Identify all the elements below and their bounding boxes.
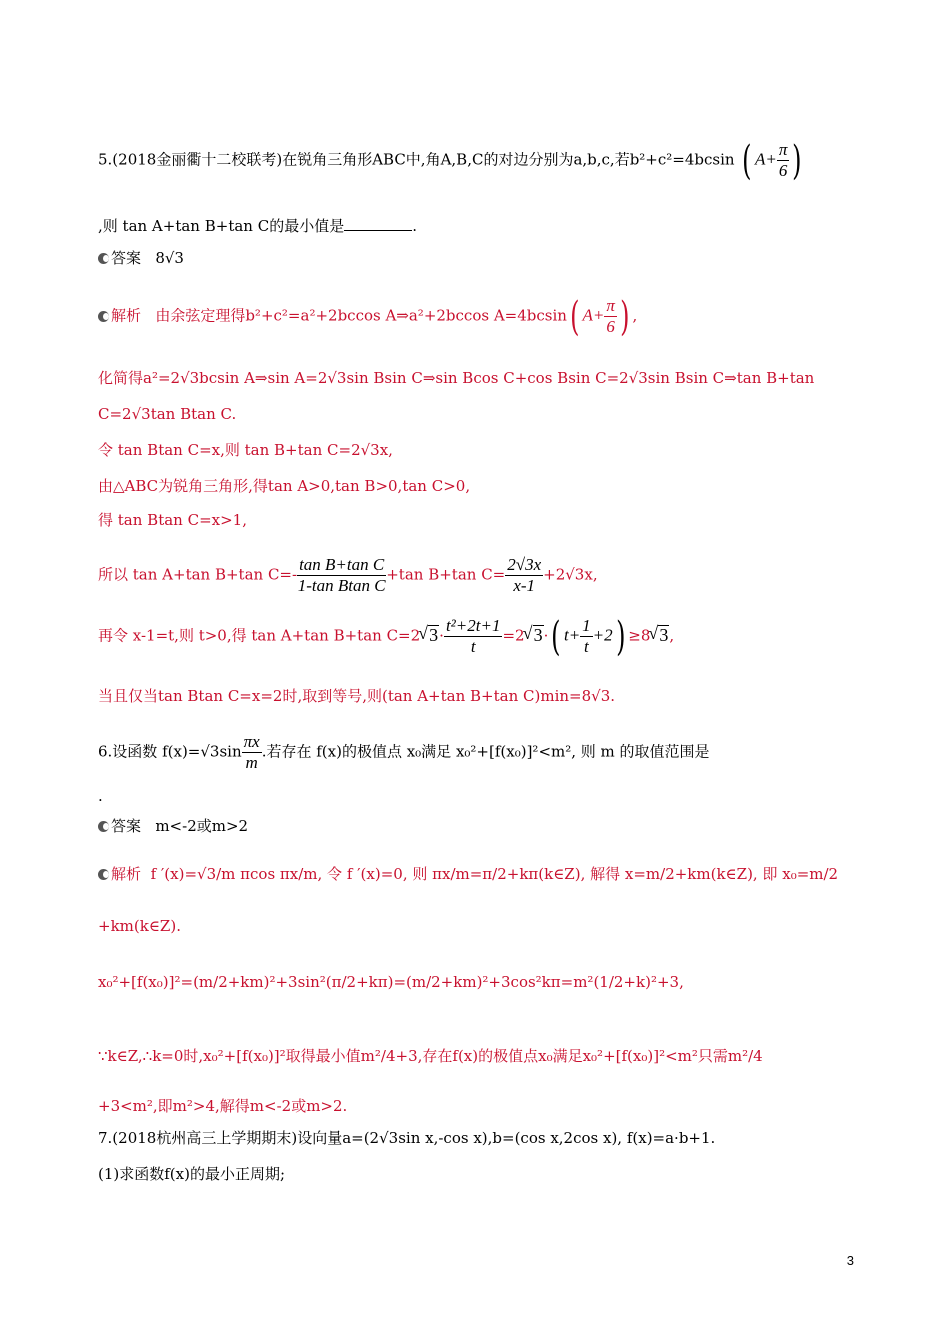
page-number: 3 xyxy=(846,1253,854,1268)
q5-solution-3: C=2√3tan Btan C. xyxy=(98,405,237,423)
q6-solution-3: x₀²+[f(x₀)]²=(m/2+km)²+3sin²(π/2+kπ)=(m/2+km)²+3cos²kπ=m²(1/2+k)²+3, xyxy=(98,973,684,991)
answer-bullet-icon xyxy=(98,821,109,832)
q5-solution-2: 化简得a²=2√3bcsin A⇒sin A=2√3sin Bsin C⇒sin Bcos C+cos Bsin C=2√3sin Bsin C⇒tan B+tan xyxy=(98,369,815,387)
q5-stem-line1: 5.(2018金丽衢十二校联考)在锐角三角形ABC中,角A,B,C的对边分别为a,b,c,若b²+c²=4bcsin ( A+ $\frac{\pi}{6}$ ) xyxy=(98,137,802,184)
q5-solution-5: 由△ABC为锐角三角形,得tan A>0,tan B>0,tan C>0, xyxy=(98,477,471,495)
q5-solution-7: 所以 tan A+tan B+tan C=- $\frac{\text{tan B+tan C}}{\text{1-tan Btan C}}$ +tan B+tan C= $\frac{2√3x}{x-1}$ +2√3x, xyxy=(98,555,598,595)
q5-solution-9: 当且仅当tan Btan C=x=2时,取到等号,则(tan A+tan B+tan C)min=8√3. xyxy=(98,687,616,705)
answer-blank xyxy=(344,230,412,231)
q6-solution-1: 解析 f ′(x)=√3/m πcos πx/m, 令 f ′(x)=0, 则 πx/m=π/2+kπ(k∈Z), 解得 x=m/2+km(k∈Z), 即 x₀=m/2 xyxy=(98,864,854,884)
q5-solution-4: 令 tan Btan C=x,则 tan B+tan C=2√3x, xyxy=(98,441,393,459)
q5-stem-line2: ,则 tan A+tan B+tan C的最小值是 . xyxy=(98,217,417,235)
answer-bullet-icon xyxy=(98,253,109,264)
q5-solution-1: 解析 由余弦定理得b²+c²=a²+2bccos A⇒a²+2bccos A=4bcsin( A+ $\frac{\pi}{6}$ ) , xyxy=(98,296,854,337)
q6-stem-line2: . xyxy=(98,787,103,805)
q5-answer-value: 8√3 xyxy=(155,249,184,267)
q6-solution-2: +km(k∈Z). xyxy=(98,917,181,935)
q6-answer: 答案 m<-2或m>2 xyxy=(98,816,854,836)
q6-solution-4: ∵k∈Z,∴k=0时,x₀²+[f(x₀)]²取得最小值m²/4+3,存在f(x)的极值点x₀满足x₀²+[f(x₀)]²<m²只需m²/4 xyxy=(98,1047,763,1065)
solution-bullet-icon xyxy=(98,869,109,880)
q5-pi-over-6: $\frac{\pi}{6}$ xyxy=(778,140,788,180)
q7-part1: (1)求函数f(x)的最小正周期; xyxy=(98,1165,286,1183)
q5-answer: 答案 8√3 xyxy=(98,248,854,268)
q6-answer-value: m<-2或m>2 xyxy=(155,817,249,835)
q5-solution-6: 得 tan Btan C=x>1, xyxy=(98,511,247,529)
q6-stem-line1: 6.设函数 f(x)=√3sin $\frac{\pi x}{m}$ .若存在 f(x)的极值点 x₀满足 x₀²+[f(x₀)]²<m², 则 m 的取值范围是 xyxy=(98,732,710,772)
q5-solution-8: 再令 x-1=t,则 t>0,得 tan A+tan B+tan C=2√ 3· $\frac{\text{t²+2t+1}}{t}$ =2√ 3·( t+ $\frac{1}{t}$ +2) ≥8√ 3, xyxy=(98,616,854,657)
q6-solution-5: +3<m²,即m²>4,解得m<-2或m>2. xyxy=(98,1097,348,1115)
q7-stem: 7.(2018杭州高三上学期期末)设向量a=(2√3sin x,-cos x),b=(cos x,2cos x), f(x)=a·b+1. xyxy=(98,1129,716,1147)
q5-stem-text: 5.(2018金丽衢十二校联考)在锐角三角形ABC中,角A,B,C的对边分别为a,b,c,若b²+c²=4bcsin xyxy=(98,150,735,169)
solution-bullet-icon xyxy=(98,311,109,322)
